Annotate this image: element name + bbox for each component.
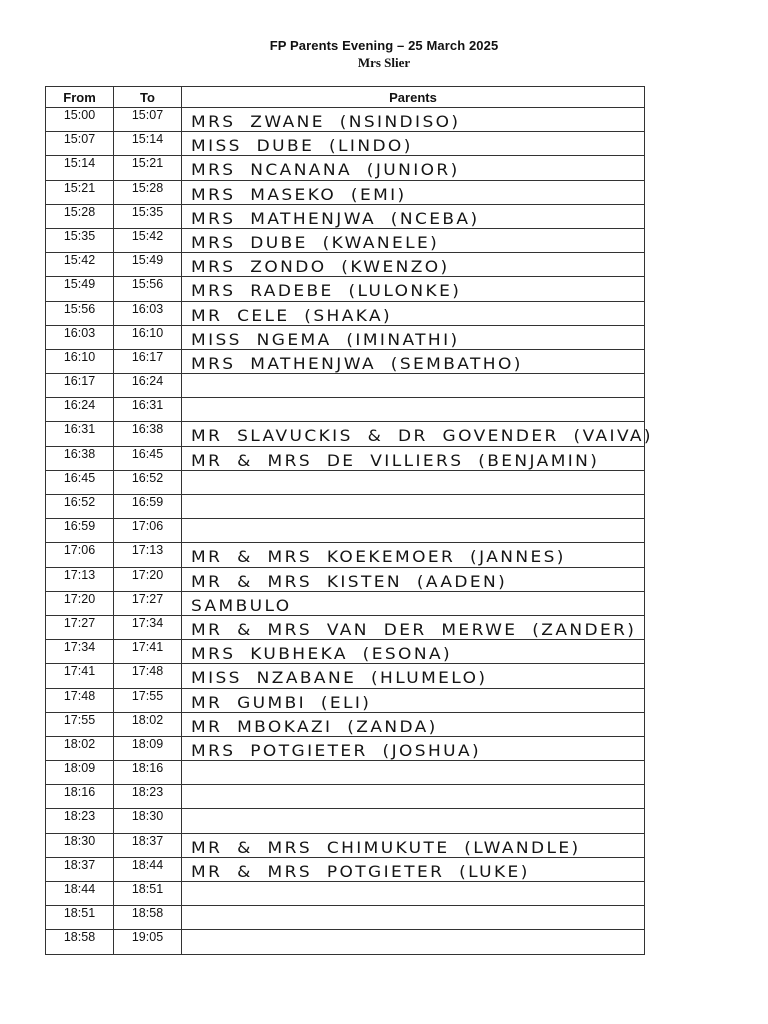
- table-row: [46, 857, 645, 881]
- slot-end-time: 17:55: [114, 688, 182, 712]
- table-row: [46, 930, 645, 954]
- table-row: [46, 156, 645, 180]
- slot-end-time: 16:52: [114, 470, 182, 494]
- slot-end-time: 18:37: [114, 833, 182, 857]
- slot-start-time: 16:59: [46, 519, 114, 543]
- table-row: [46, 470, 645, 494]
- parents-names: MR GUMBI (ELI): [191, 693, 372, 712]
- slot-start-time: 17:41: [46, 664, 114, 688]
- parents-names: MR & MRS VAN DER MERWE (ZANDER): [191, 620, 637, 640]
- parents-names: MRS MATHENJWA (SEMBATHO): [191, 354, 523, 374]
- slot-start-time: 17:20: [46, 591, 114, 615]
- table-row: [46, 132, 645, 156]
- slot-start-time: 16:45: [46, 470, 114, 494]
- slot-start-time: 17:48: [46, 688, 114, 712]
- table-row: [46, 615, 645, 639]
- table-row: [46, 809, 645, 833]
- slot-end-time: 16:10: [114, 325, 182, 349]
- parents-cell: [182, 640, 645, 664]
- parents-cell: [182, 882, 645, 906]
- parents-cell: [182, 422, 653, 446]
- slot-end-time: 16:17: [114, 349, 182, 373]
- slot-end-time: 15:28: [114, 180, 182, 204]
- parents-cell: [182, 301, 645, 325]
- parents-names: MRS MATHENJWA (NCEBA): [191, 209, 480, 229]
- parents-cell: [182, 495, 645, 519]
- slot-start-time: 18:30: [46, 833, 114, 857]
- parents-cell: [182, 349, 645, 373]
- parents-names: MR SLAVUCKIS & DR GOVENDER (VAIVA): [191, 427, 653, 446]
- slot-end-time: 15:56: [114, 277, 182, 301]
- slot-end-time: 18:44: [114, 857, 182, 881]
- slot-start-time: 15:28: [46, 204, 114, 228]
- parents-cell: [182, 228, 645, 252]
- parents-names: MRS RADEBE (LULONKE): [191, 282, 462, 301]
- table-row: [46, 688, 645, 712]
- parents-names: MR & MRS POTGIETER (LUKE): [191, 862, 530, 882]
- slot-start-time: 18:23: [46, 809, 114, 833]
- slot-start-time: 18:44: [46, 882, 114, 906]
- table-row: [46, 228, 645, 252]
- parents-cell: [182, 446, 645, 470]
- parents-cell: [182, 615, 645, 639]
- table-row: [46, 349, 645, 373]
- slot-start-time: 15:49: [46, 277, 114, 301]
- parents-cell: [182, 785, 645, 809]
- column-header-to: To: [114, 87, 182, 108]
- slot-end-time: 17:20: [114, 567, 182, 591]
- page-title: FP Parents Evening – 25 March 2025: [269, 38, 499, 53]
- table-row: [46, 253, 645, 277]
- slot-end-time: 17:34: [114, 615, 182, 639]
- parents-names: MRS POTGIETER (JOSHUA): [191, 741, 482, 761]
- slot-end-time: 16:45: [114, 446, 182, 470]
- table-row: [46, 495, 645, 519]
- slot-end-time: 16:24: [114, 374, 182, 398]
- slot-end-time: 17:41: [114, 640, 182, 664]
- table-row: [46, 301, 645, 325]
- slot-end-time: 18:51: [114, 882, 182, 906]
- parents-names: MISS NGEMA (IMINATHI): [191, 330, 460, 350]
- parents-names: MISS NZABANE (HLUMELO): [191, 669, 488, 688]
- appointment-table: [45, 86, 653, 955]
- parents-names: MRS ZWANE (NSINDISO): [191, 113, 461, 132]
- slot-end-time: 18:23: [114, 785, 182, 809]
- slot-end-time: 18:02: [114, 712, 182, 736]
- slot-start-time: 18:16: [46, 785, 114, 809]
- slot-end-time: 15:21: [114, 156, 182, 180]
- parents-cell: [182, 809, 645, 833]
- slot-end-time: 16:59: [114, 495, 182, 519]
- teacher-name: Mrs Slier: [357, 55, 411, 70]
- table-row: [46, 761, 645, 785]
- slot-end-time: 18:58: [114, 906, 182, 930]
- slot-start-time: 15:07: [46, 132, 114, 156]
- slot-end-time: 18:16: [114, 761, 182, 785]
- column-header-from: From: [46, 87, 114, 108]
- parents-names: MISS DUBE (LINDO): [191, 137, 413, 156]
- parents-cell: [182, 253, 645, 277]
- parents-names: SAMBULO: [191, 596, 292, 616]
- parents-cell: [182, 204, 645, 228]
- slot-start-time: 16:31: [46, 422, 114, 446]
- slot-start-time: 18:09: [46, 761, 114, 785]
- slot-end-time: 18:30: [114, 809, 182, 833]
- slot-end-time: 18:09: [114, 736, 182, 760]
- slot-end-time: 17:13: [114, 543, 182, 567]
- table-row: [46, 374, 645, 398]
- parents-cell: [182, 180, 645, 204]
- parents-cell: [182, 470, 645, 494]
- table-row: [46, 204, 645, 228]
- table-row: [46, 422, 645, 446]
- parents-cell: [182, 906, 645, 930]
- appointment-rows: [46, 108, 653, 955]
- parents-names: MR & MRS KOEKEMOER (JANNES): [191, 548, 566, 567]
- parents-cell: [182, 398, 645, 422]
- slot-start-time: 16:24: [46, 398, 114, 422]
- parents-names: MR MBOKAZI (ZANDA): [191, 717, 438, 737]
- parents-cell: [182, 108, 645, 132]
- table-row: [46, 591, 645, 615]
- slot-end-time: 15:49: [114, 253, 182, 277]
- column-header-parents: Parents: [182, 87, 645, 108]
- slot-start-time: 16:17: [46, 374, 114, 398]
- parents-names: MRS MASEKO (EMI): [191, 185, 407, 204]
- parents-cell: [182, 132, 645, 156]
- slot-end-time: 17:06: [114, 519, 182, 543]
- parents-cell: [182, 519, 645, 543]
- table-row: [46, 785, 645, 809]
- parents-cell: [182, 156, 645, 180]
- table-row: [46, 664, 645, 688]
- parents-names: MRS DUBE (KWANELE): [191, 233, 440, 253]
- slot-end-time: 15:35: [114, 204, 182, 228]
- parents-cell: [182, 543, 645, 567]
- parents-names: MR & MRS CHIMUKUTE (LWANDLE): [191, 838, 581, 858]
- parents-cell: [182, 833, 645, 857]
- slot-start-time: 18:37: [46, 857, 114, 881]
- slot-end-time: 19:05: [114, 930, 182, 954]
- parents-cell: [182, 567, 645, 591]
- parents-cell: [182, 930, 645, 954]
- slot-start-time: 15:35: [46, 228, 114, 252]
- parents-cell: [182, 736, 645, 760]
- slot-end-time: 16:38: [114, 422, 182, 446]
- table-header-row: [46, 87, 645, 108]
- slot-start-time: 18:02: [46, 736, 114, 760]
- table-row: [46, 398, 645, 422]
- table-row: [46, 567, 645, 591]
- slot-start-time: 18:58: [46, 930, 114, 954]
- parents-cell: [182, 712, 645, 736]
- slot-start-time: 18:51: [46, 906, 114, 930]
- slot-start-time: 17:27: [46, 615, 114, 639]
- parents-names: MR & MRS DE VILLIERS (BENJAMIN): [191, 451, 600, 471]
- table-row: [46, 736, 645, 760]
- table-row: [46, 882, 645, 906]
- table-row: [46, 906, 645, 930]
- table-row: [46, 277, 645, 301]
- table-row: [46, 640, 645, 664]
- table-row: [46, 446, 645, 470]
- parents-names: MRS NCANANA (JUNIOR): [191, 161, 460, 180]
- parents-cell: [182, 325, 645, 349]
- parents-names: MR CELE (SHAKA): [191, 306, 393, 325]
- table-row: [46, 325, 645, 349]
- slot-end-time: 17:27: [114, 591, 182, 615]
- table-row: [46, 712, 645, 736]
- slot-start-time: 17:34: [46, 640, 114, 664]
- parents-cell: [182, 664, 645, 688]
- slot-end-time: 16:03: [114, 301, 182, 325]
- slot-start-time: 17:06: [46, 543, 114, 567]
- slot-end-time: 17:48: [114, 664, 182, 688]
- slot-start-time: 17:55: [46, 712, 114, 736]
- slot-start-time: 16:38: [46, 446, 114, 470]
- parents-names: MRS KUBHEKA (ESONA): [191, 645, 453, 664]
- slot-start-time: 17:13: [46, 567, 114, 591]
- parents-cell: [182, 688, 645, 712]
- slot-end-time: 15:14: [114, 132, 182, 156]
- slot-start-time: 16:10: [46, 349, 114, 373]
- slot-start-time: 16:03: [46, 325, 114, 349]
- slot-end-time: 15:07: [114, 108, 182, 132]
- parents-cell: [182, 761, 645, 785]
- slot-start-time: 15:00: [46, 108, 114, 132]
- parents-cell: [182, 277, 645, 301]
- parents-cell: [182, 591, 645, 615]
- parents-names: MRS ZONDO (KWENZO): [191, 258, 450, 277]
- table-row: [46, 180, 645, 204]
- parents-names: MR & MRS KISTEN (AADEN): [191, 572, 508, 591]
- table-row: [46, 833, 645, 857]
- parents-cell: [182, 857, 645, 881]
- table-row: [46, 108, 645, 132]
- table-row: [46, 543, 645, 567]
- parents-cell: [182, 374, 645, 398]
- slot-start-time: 15:14: [46, 156, 114, 180]
- slot-start-time: 15:21: [46, 180, 114, 204]
- table-row: [46, 519, 645, 543]
- slot-start-time: 16:52: [46, 495, 114, 519]
- slot-start-time: 15:56: [46, 301, 114, 325]
- slot-start-time: 15:42: [46, 253, 114, 277]
- slot-end-time: 15:42: [114, 228, 182, 252]
- slot-end-time: 16:31: [114, 398, 182, 422]
